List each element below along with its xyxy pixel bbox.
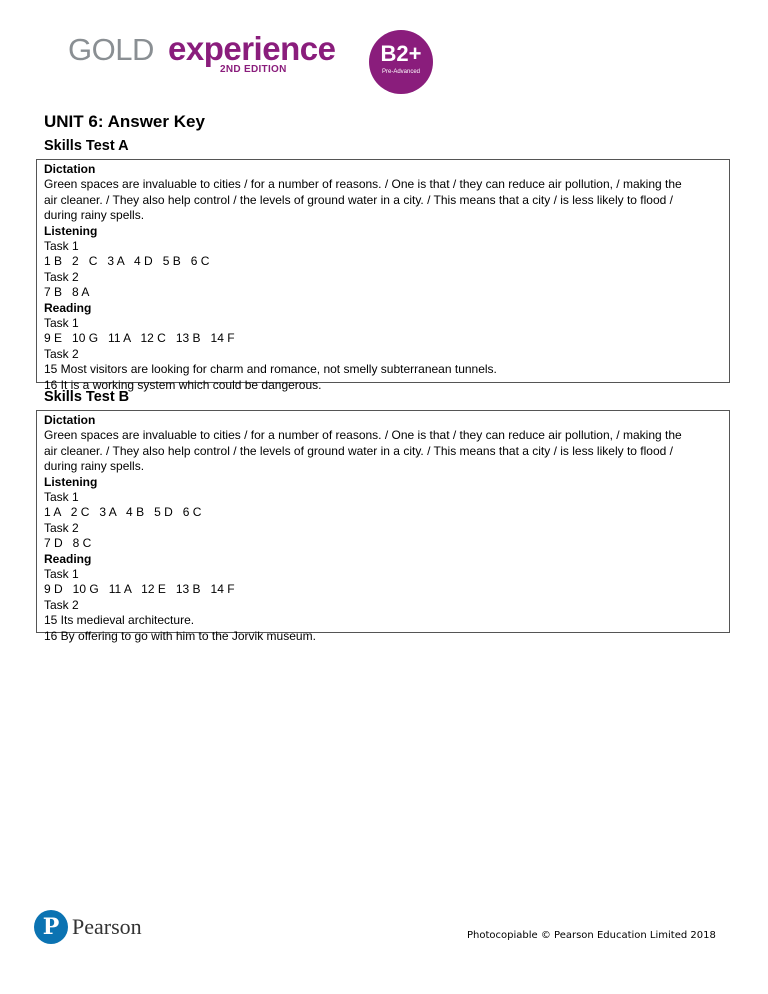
logo-edition-text: 2ND EDITION xyxy=(220,64,287,75)
copyright-notice: Photocopiable © Pearson Education Limited 2018 xyxy=(467,930,716,941)
level-badge xyxy=(369,30,433,94)
listening-line: 7 B 8 A xyxy=(44,285,90,300)
dictation-line: Green spaces are invaluable to cities / for a number of reasons. / One is that / they can reduce air pollution, / making the xyxy=(44,428,682,443)
pearson-logo xyxy=(34,910,154,950)
reading-line: Task 1 xyxy=(44,316,79,331)
level-badge-sub: Pre-Advanced xyxy=(381,69,421,75)
logo-experience-text: experience xyxy=(168,30,336,67)
test-a-heading: Skills Test A xyxy=(44,138,129,154)
level-badge-label: B2+ xyxy=(380,41,422,66)
listening-line: Task 1 xyxy=(44,490,79,505)
pearson-p-icon: P xyxy=(34,910,68,944)
dictation-label: Dictation xyxy=(44,413,96,427)
reading-label: Reading xyxy=(44,551,92,566)
gold-experience-logo xyxy=(68,14,422,86)
listening-line: Task 2 xyxy=(44,269,79,284)
pearson-wordmark: Pearson xyxy=(72,914,142,939)
listening-label: Listening xyxy=(44,474,98,489)
page-title: UNIT 6: Answer Key xyxy=(44,112,205,131)
dictation-line: Green spaces are invaluable to cities / for a number of reasons. / One is that / they can reduce air pollution, / making the xyxy=(44,177,682,192)
reading-line: 15 Most visitors are looking for charm and romance, not smelly subterranean tunnels. xyxy=(44,362,497,377)
dictation-line: air cleaner. / They also help control / the levels of ground water in a city. / This means that a city / is less likely to flood / xyxy=(44,192,673,207)
listening-line: Task 1 xyxy=(44,239,79,254)
reading-line: Task 2 xyxy=(44,597,79,612)
reading-line: 15 Its medieval architecture. xyxy=(44,613,195,628)
test-b-answers xyxy=(36,410,730,643)
dictation-label: Dictation xyxy=(44,162,96,176)
listening-line: 7 D 8 C xyxy=(44,536,92,551)
reading-line: Task 1 xyxy=(44,567,79,582)
test-b-heading: Skills Test B xyxy=(44,389,130,405)
listening-line: 1 A 2 C 3 A 4 B 5 D 6 C xyxy=(44,505,202,520)
listening-label: Listening xyxy=(44,223,98,238)
test-a-answers xyxy=(36,159,730,392)
reading-line: 16 By offering to go with him to the Jorvik museum. xyxy=(44,628,316,643)
reading-line: 9 E 10 G 11 A 12 C 13 B 14 F xyxy=(44,331,235,346)
logo-gold-text: GOLD xyxy=(68,32,154,67)
reading-line: 16 It is a working system which could be dangerous. xyxy=(44,377,322,392)
listening-line: Task 2 xyxy=(44,520,79,535)
reading-line: 9 D 10 G 11 A 12 E 13 B 14 F xyxy=(44,582,235,597)
reading-line: Task 2 xyxy=(44,346,79,361)
listening-line: 1 B 2 C 3 A 4 D 5 B 6 C xyxy=(44,254,210,269)
dictation-line: during rainy spells. xyxy=(44,208,145,223)
reading-label: Reading xyxy=(44,300,92,315)
dictation-line: during rainy spells. xyxy=(44,459,145,474)
dictation-line: air cleaner. / They also help control / the levels of ground water in a city. / This means that a city / is less likely to flood / xyxy=(44,443,673,458)
